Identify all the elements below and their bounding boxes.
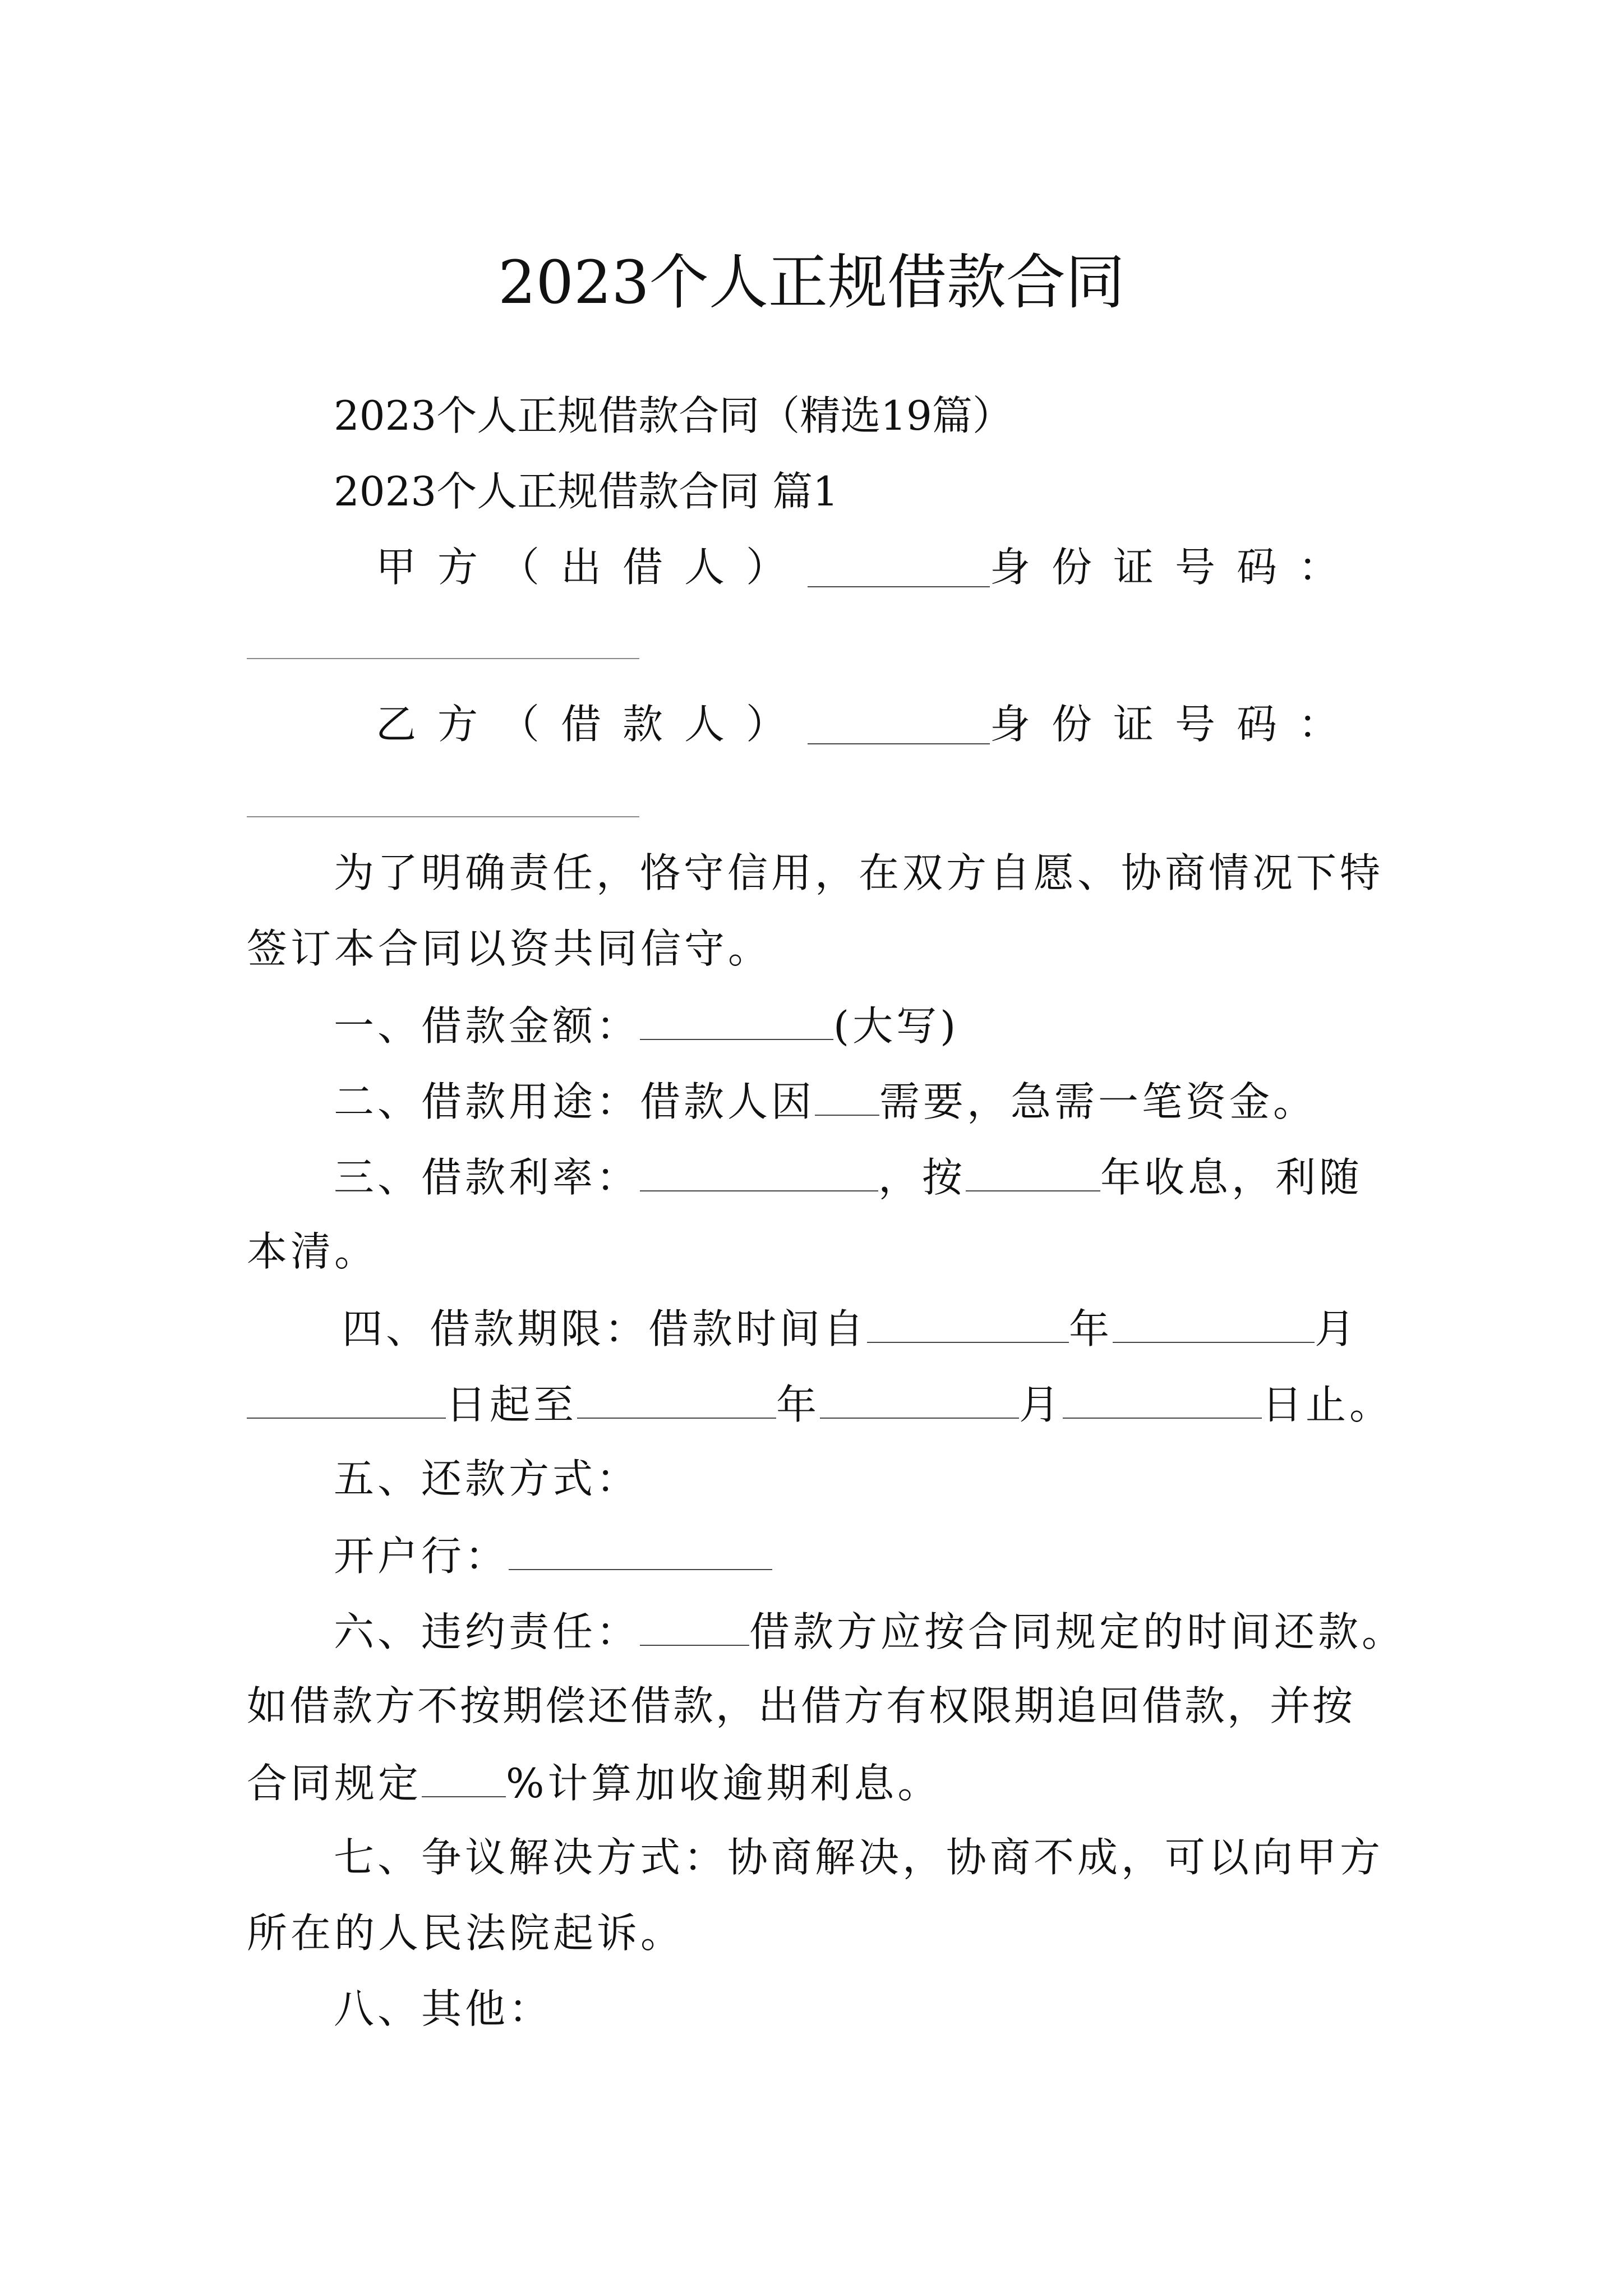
clause-3-mid: ，按 xyxy=(878,1154,966,1201)
clause-4-year-2: 年 xyxy=(776,1381,820,1428)
clause-3-line-2: 本清。 xyxy=(247,1228,379,1275)
party-b-label: 乙方（借款人） xyxy=(376,701,808,748)
clause-3 xyxy=(334,1154,1363,1201)
page-title: 2023个人正规借款合同 xyxy=(498,248,1125,318)
party-b-id-blank xyxy=(247,816,639,817)
bank-label: 开户行： xyxy=(334,1533,509,1580)
bank-line xyxy=(334,1533,772,1580)
party-a-id-blank xyxy=(247,658,639,659)
breach-blank xyxy=(640,1610,749,1646)
clause-6-line-3-prefix: 合同规定 xyxy=(247,1760,422,1807)
party-a-label: 甲方（出借人） xyxy=(376,544,808,591)
clause-2 xyxy=(334,1078,1317,1125)
interest-rate-blank xyxy=(640,1156,878,1191)
clause-6-suffix: 借款方应按合同规定的时间还款。 xyxy=(749,1608,1406,1655)
start-day-blank xyxy=(247,1383,446,1419)
start-month-blank xyxy=(1113,1307,1315,1343)
clause-4-month-1: 月 xyxy=(1315,1305,1359,1352)
clause-4-day-2: 日止。 xyxy=(1262,1381,1394,1428)
section-heading: 2023个人正规借款合同 篇1 xyxy=(334,468,838,515)
clause-4-text: 四、借款期限：借款时间自 xyxy=(342,1305,868,1352)
clause-3-text: 三、借款利率： xyxy=(334,1154,640,1201)
clause-6-text: 六、违约责任： xyxy=(334,1608,640,1655)
clause-4-month-2: 月 xyxy=(1019,1381,1063,1428)
clause-6 xyxy=(334,1608,1406,1655)
clause-3-suffix: 年收息，利随 xyxy=(1100,1154,1363,1201)
start-year-blank xyxy=(867,1307,1069,1343)
clause-6-line-3 xyxy=(247,1760,942,1807)
party-a-row xyxy=(376,544,1360,591)
bank-blank xyxy=(509,1534,772,1570)
clause-2-suffix: 需要，急需一笔资金。 xyxy=(879,1078,1317,1125)
party-b-name-blank xyxy=(808,708,990,744)
subtitle: 2023个人正规借款合同（精选19篇） xyxy=(334,392,1013,439)
clause-1-suffix: (大写) xyxy=(833,1002,960,1050)
clause-6-line-3-suffix: %计算加收逾期利息。 xyxy=(506,1760,942,1807)
party-a-id-label: 身份证号码： xyxy=(989,544,1360,591)
loan-amount-blank xyxy=(640,1004,833,1040)
intro-line-2: 签订本合同以资共同信守。 xyxy=(247,925,772,972)
clause-1 xyxy=(334,1002,960,1050)
loan-purpose-blank xyxy=(815,1080,879,1116)
clause-4-day-1: 日起至 xyxy=(446,1381,578,1428)
end-day-blank xyxy=(1063,1383,1262,1419)
clause-4 xyxy=(342,1305,1359,1352)
clause-2-text: 二、借款用途：借款人因 xyxy=(334,1078,815,1125)
clause-7-line-2: 所在的人民法院起诉。 xyxy=(247,1910,685,1957)
party-b-row xyxy=(376,701,1360,748)
clause-6-line-2: 如借款方不按期偿还借款，出借方有权限期追回借款，并按 xyxy=(247,1682,1355,1729)
clause-4-year-1: 年 xyxy=(1069,1305,1113,1352)
clause-5: 五、还款方式： xyxy=(334,1455,640,1502)
clause-8: 八、其他： xyxy=(334,1985,553,2032)
party-a-name-blank xyxy=(808,551,990,587)
end-month-blank xyxy=(820,1383,1019,1419)
clause-7-line-1: 七、争议解决方式：协商解决，协商不成，可以向甲方 xyxy=(334,1834,1384,1881)
clause-1-text: 一、借款金额： xyxy=(334,1002,640,1050)
interest-period-blank xyxy=(966,1156,1100,1191)
end-year-blank xyxy=(577,1383,776,1419)
clause-4-line-2 xyxy=(247,1381,1394,1428)
penalty-rate-blank xyxy=(422,1761,506,1797)
party-b-id-label: 身份证号码： xyxy=(989,701,1360,748)
intro-line-1: 为了明确责任，恪守信用，在双方自愿、协商情况下特 xyxy=(334,849,1384,896)
